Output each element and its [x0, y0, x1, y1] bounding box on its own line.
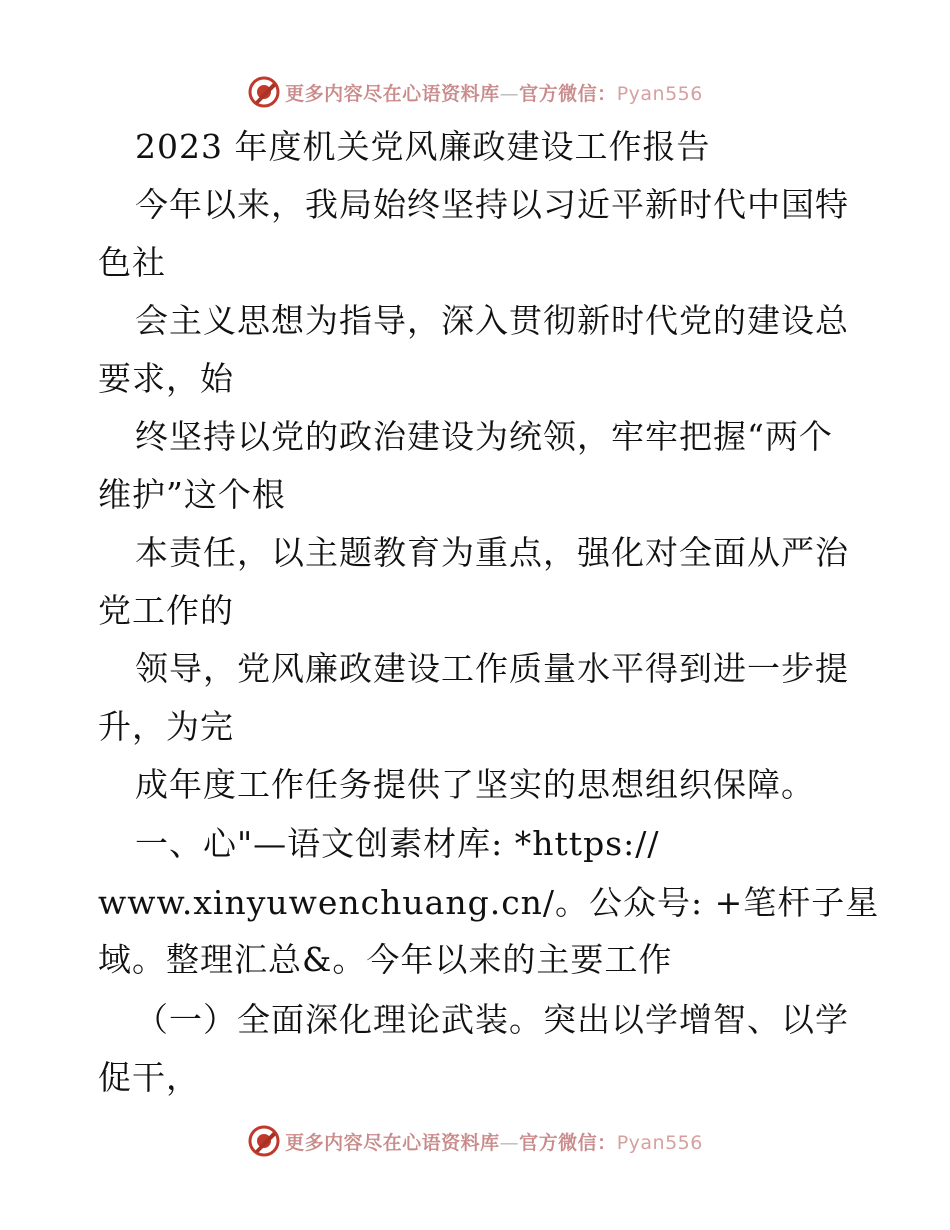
banner-text [285, 1128, 703, 1155]
doc-line: 成年度工作任务提供了坚实的思想组织保障。 [135, 765, 815, 804]
banner-title: 更多内容尽在心语资料库 [285, 1131, 500, 1154]
doc-line: 党工作的 [98, 591, 234, 630]
doc-line: 一、心"—语文创素材库: *https:// [135, 824, 660, 863]
doc-line: 要求，始 [98, 359, 234, 398]
doc-line-url: www.xinyuwenchuang.cn/。公众号: +笔杆子星 [98, 883, 880, 922]
doc-line: 维护”这个根 [98, 475, 286, 514]
banner-title: 更多内容尽在心语资料库 [285, 82, 500, 105]
banner-label: 官方微信： [519, 1131, 617, 1154]
doc-line: 本责任，以主题教育为重点，强化对全面从严治 [135, 533, 849, 572]
doc-line: 领导，党风廉政建设工作质量水平得到进一步提 [135, 649, 849, 688]
brand-logo-icon [247, 1124, 281, 1158]
doc-line: 色社 [98, 243, 166, 282]
doc-line: （一）全面深化理论武装。突出以学增智、以学 [135, 1000, 849, 1039]
banner-label: 官方微信： [519, 82, 617, 105]
footer-banner [0, 1121, 950, 1161]
banner-account: Pyan556 [616, 1131, 703, 1154]
doc-line: 升，为完 [98, 707, 234, 746]
doc-title: 2023 年度机关党风廉政建设工作报告 [135, 127, 711, 166]
header-banner [0, 72, 950, 112]
doc-line: 终坚持以党的政治建设为统领，牢牢把握“两个 [135, 417, 833, 456]
brand-logo-icon [247, 75, 281, 109]
banner-separator: — [499, 82, 520, 105]
doc-line: 会主义思想为指导，深入贯彻新时代党的建设总 [135, 301, 849, 340]
banner-account: Pyan556 [616, 82, 703, 105]
banner-separator: — [499, 1131, 520, 1154]
doc-line: 促干， [98, 1058, 200, 1097]
doc-line: 今年以来，我局始终坚持以习近平新时代中国特 [135, 185, 849, 224]
doc-line: 域。整理汇总&。今年以来的主要工作 [98, 940, 673, 979]
banner-text [285, 79, 703, 106]
